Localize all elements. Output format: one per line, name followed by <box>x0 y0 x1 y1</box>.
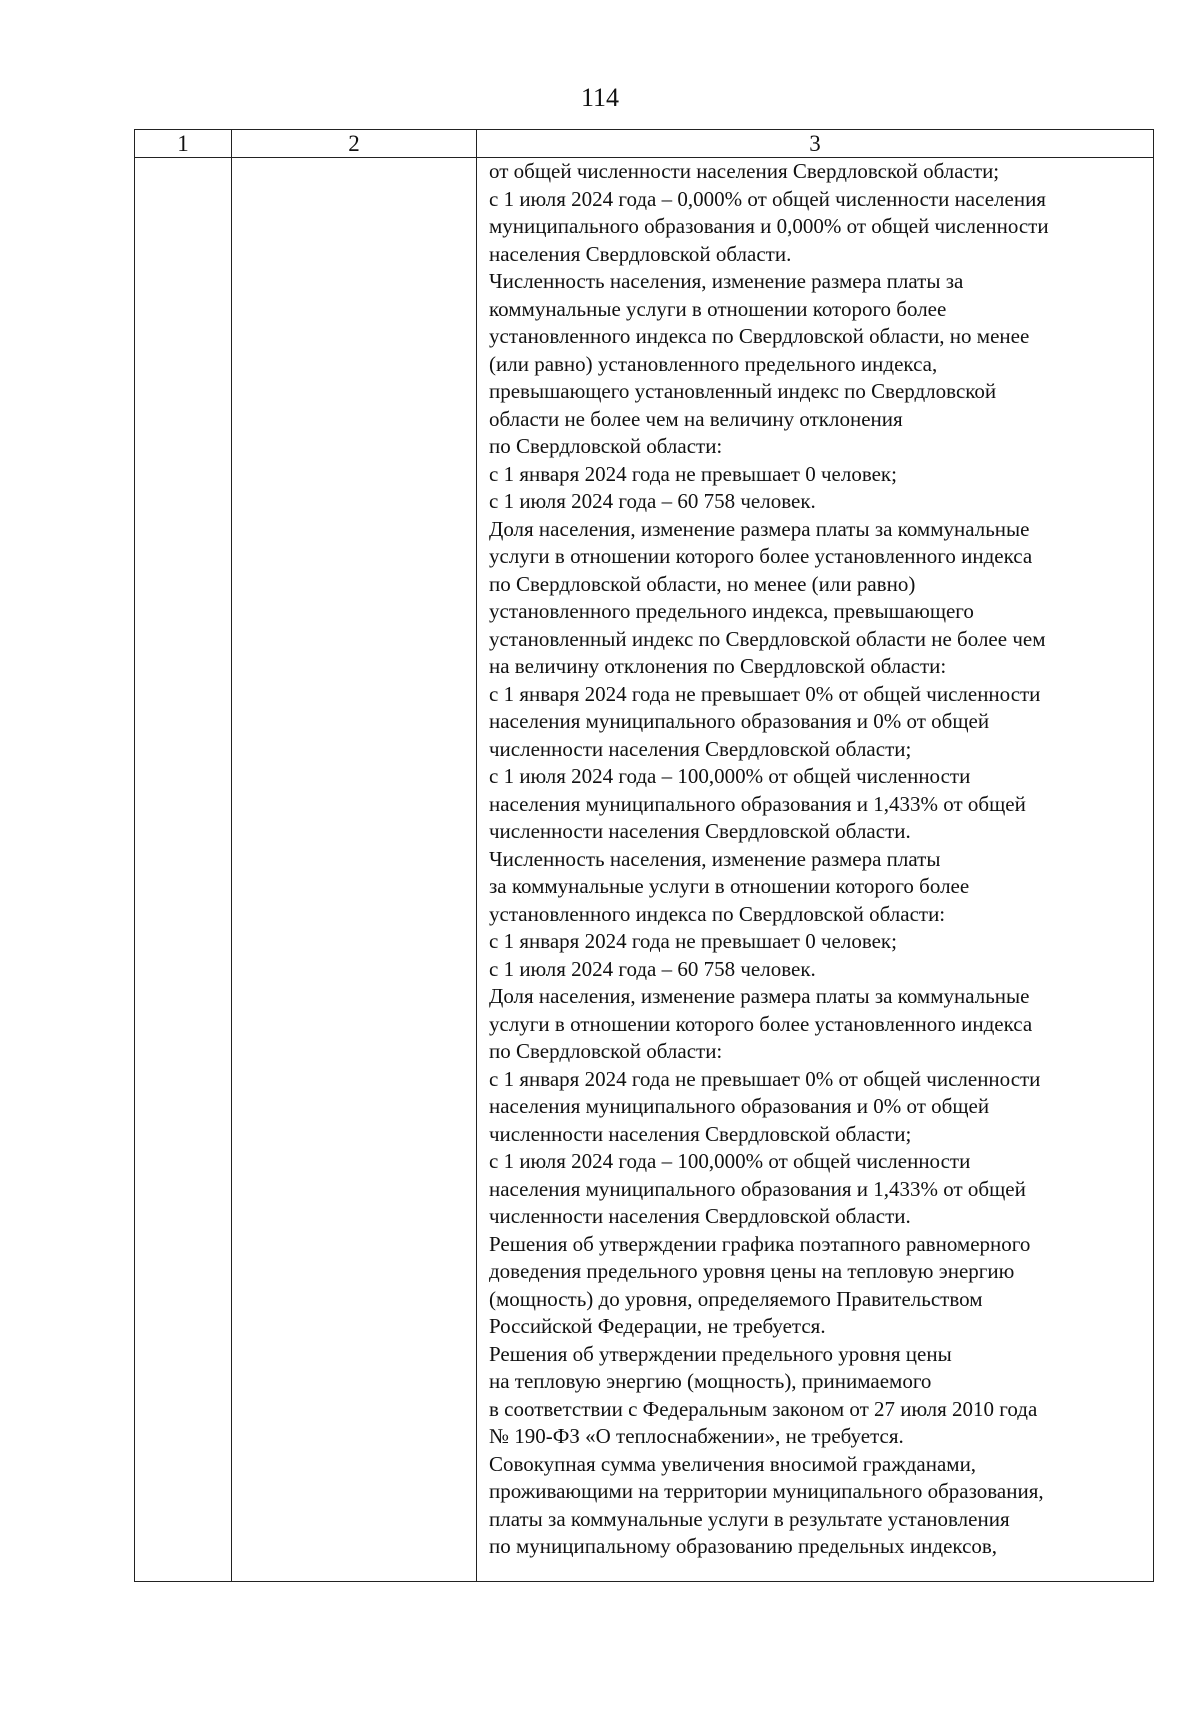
text-line: установленный индекс по Свердловской области не более чем <box>489 626 1046 651</box>
text-line: установленного индекса по Свердловской области, но менее <box>489 324 1030 348</box>
text-line: по Свердловской области: <box>489 1039 723 1063</box>
page-number: 114 <box>580 83 620 112</box>
text-line: по муниципальному образованию предельных индексов, <box>489 1534 998 1558</box>
text-line: Численность населения, изменение размера платы <box>489 846 941 871</box>
text-line: (или равно) установленного предельного индекса, <box>489 351 938 376</box>
text-line: по Свердловской области, но менее (или равно) <box>489 571 916 596</box>
text-line: Численность населения, изменение размера платы за <box>489 269 964 293</box>
text-line: населения муниципального образования и 1,433% от общей <box>489 1176 1026 1201</box>
text-line: доведения предельного уровня цены на тепловую энергию <box>489 1259 1015 1283</box>
text-line: от общей численности населения Свердловской области; <box>489 159 1000 183</box>
text-line: с 1 июля 2024 года – 60 758 человек. <box>489 489 816 513</box>
text-line: населения муниципального образования и 0% от общей <box>489 1094 990 1118</box>
document-table <box>134 129 1154 1582</box>
column-header-1: 1 <box>135 130 232 158</box>
text-line: Российской Федерации, не требуется. <box>489 1314 826 1338</box>
text-line: с 1 января 2024 года не превышает 0% от общей численности <box>489 681 1041 706</box>
text-line: № 190-ФЗ «О теплоснабжении», не требуется. <box>489 1424 904 1448</box>
text-line: населения Свердловской области. <box>489 241 792 266</box>
cell-text-block <box>489 158 1153 1561</box>
text-line: с 1 июля 2024 года – 100,000% от общей численности <box>489 764 971 788</box>
text-line: с 1 января 2024 года не превышает 0 человек; <box>489 461 897 486</box>
text-line: установленного индекса по Свердловской области: <box>489 901 946 926</box>
text-line: численности населения Свердловской области. <box>489 819 911 843</box>
text-line: проживающими на территории муниципального образования, <box>489 1479 1044 1503</box>
text-line: услуги в отношении которого более установленного индекса <box>489 1011 1033 1036</box>
text-line: Решения об утверждении предельного уровня цены <box>489 1341 952 1366</box>
text-line: муниципального образования и 0,000% от общей численности <box>489 214 1049 238</box>
cell-column-3 <box>477 158 1154 1582</box>
cell-column-2 <box>232 158 477 1582</box>
text-line: Решения об утверждении графика поэтапного равномерного <box>489 1231 1031 1256</box>
text-line: платы за коммунальные услуги в результате установления <box>489 1506 1010 1531</box>
text-line: превышающего установленный индекс по Свердловской <box>489 379 997 403</box>
table-header-row <box>135 130 1154 158</box>
text-line: с 1 июля 2024 года – 0,000% от общей численности населения <box>489 186 1046 211</box>
text-line: численности населения Свердловской области; <box>489 736 912 761</box>
text-line: услуги в отношении которого более установленного индекса <box>489 544 1033 568</box>
text-line: коммунальные услуги в отношении которого более <box>489 296 947 321</box>
text-line: по Свердловской области: <box>489 434 723 458</box>
text-line: населения муниципального образования и 1,433% от общей <box>489 791 1026 816</box>
text-line: численности населения Свердловской области; <box>489 1121 912 1146</box>
text-line: установленного предельного индекса, превышающего <box>489 599 974 623</box>
text-line: с 1 июля 2024 года – 60 758 человек. <box>489 956 816 981</box>
text-line: с 1 июля 2024 года – 100,000% от общей численности <box>489 1149 971 1173</box>
text-line: с 1 января 2024 года не превышает 0% от общей численности <box>489 1066 1041 1091</box>
column-header-2: 2 <box>232 130 477 158</box>
text-line: с 1 января 2024 года не превышает 0 человек; <box>489 929 897 953</box>
text-line: области не более чем на величину отклонения <box>489 406 903 431</box>
text-line: Совокупная сумма увеличения вносимой гражданами, <box>489 1451 977 1476</box>
text-line: численности населения Свердловской области. <box>489 1204 911 1228</box>
cell-column-1 <box>135 158 232 1582</box>
text-line: Доля населения, изменение размера платы за коммунальные <box>489 516 1030 541</box>
text-line: в соответствии с Федеральным законом от 27 июля 2010 года <box>489 1396 1038 1421</box>
text-line: на величину отклонения по Свердловской области: <box>489 654 947 678</box>
text-line: (мощность) до уровня, определяемого Правительством <box>489 1286 983 1311</box>
text-line: населения муниципального образования и 0% от общей <box>489 709 990 733</box>
text-line: за коммунальные услуги в отношении которого более <box>489 874 970 898</box>
column-header-3: 3 <box>477 130 1154 158</box>
table-row <box>135 158 1154 1582</box>
text-line: Доля населения, изменение размера платы за коммунальные <box>489 984 1030 1008</box>
text-line: на тепловую энергию (мощность), принимаемого <box>489 1369 932 1393</box>
